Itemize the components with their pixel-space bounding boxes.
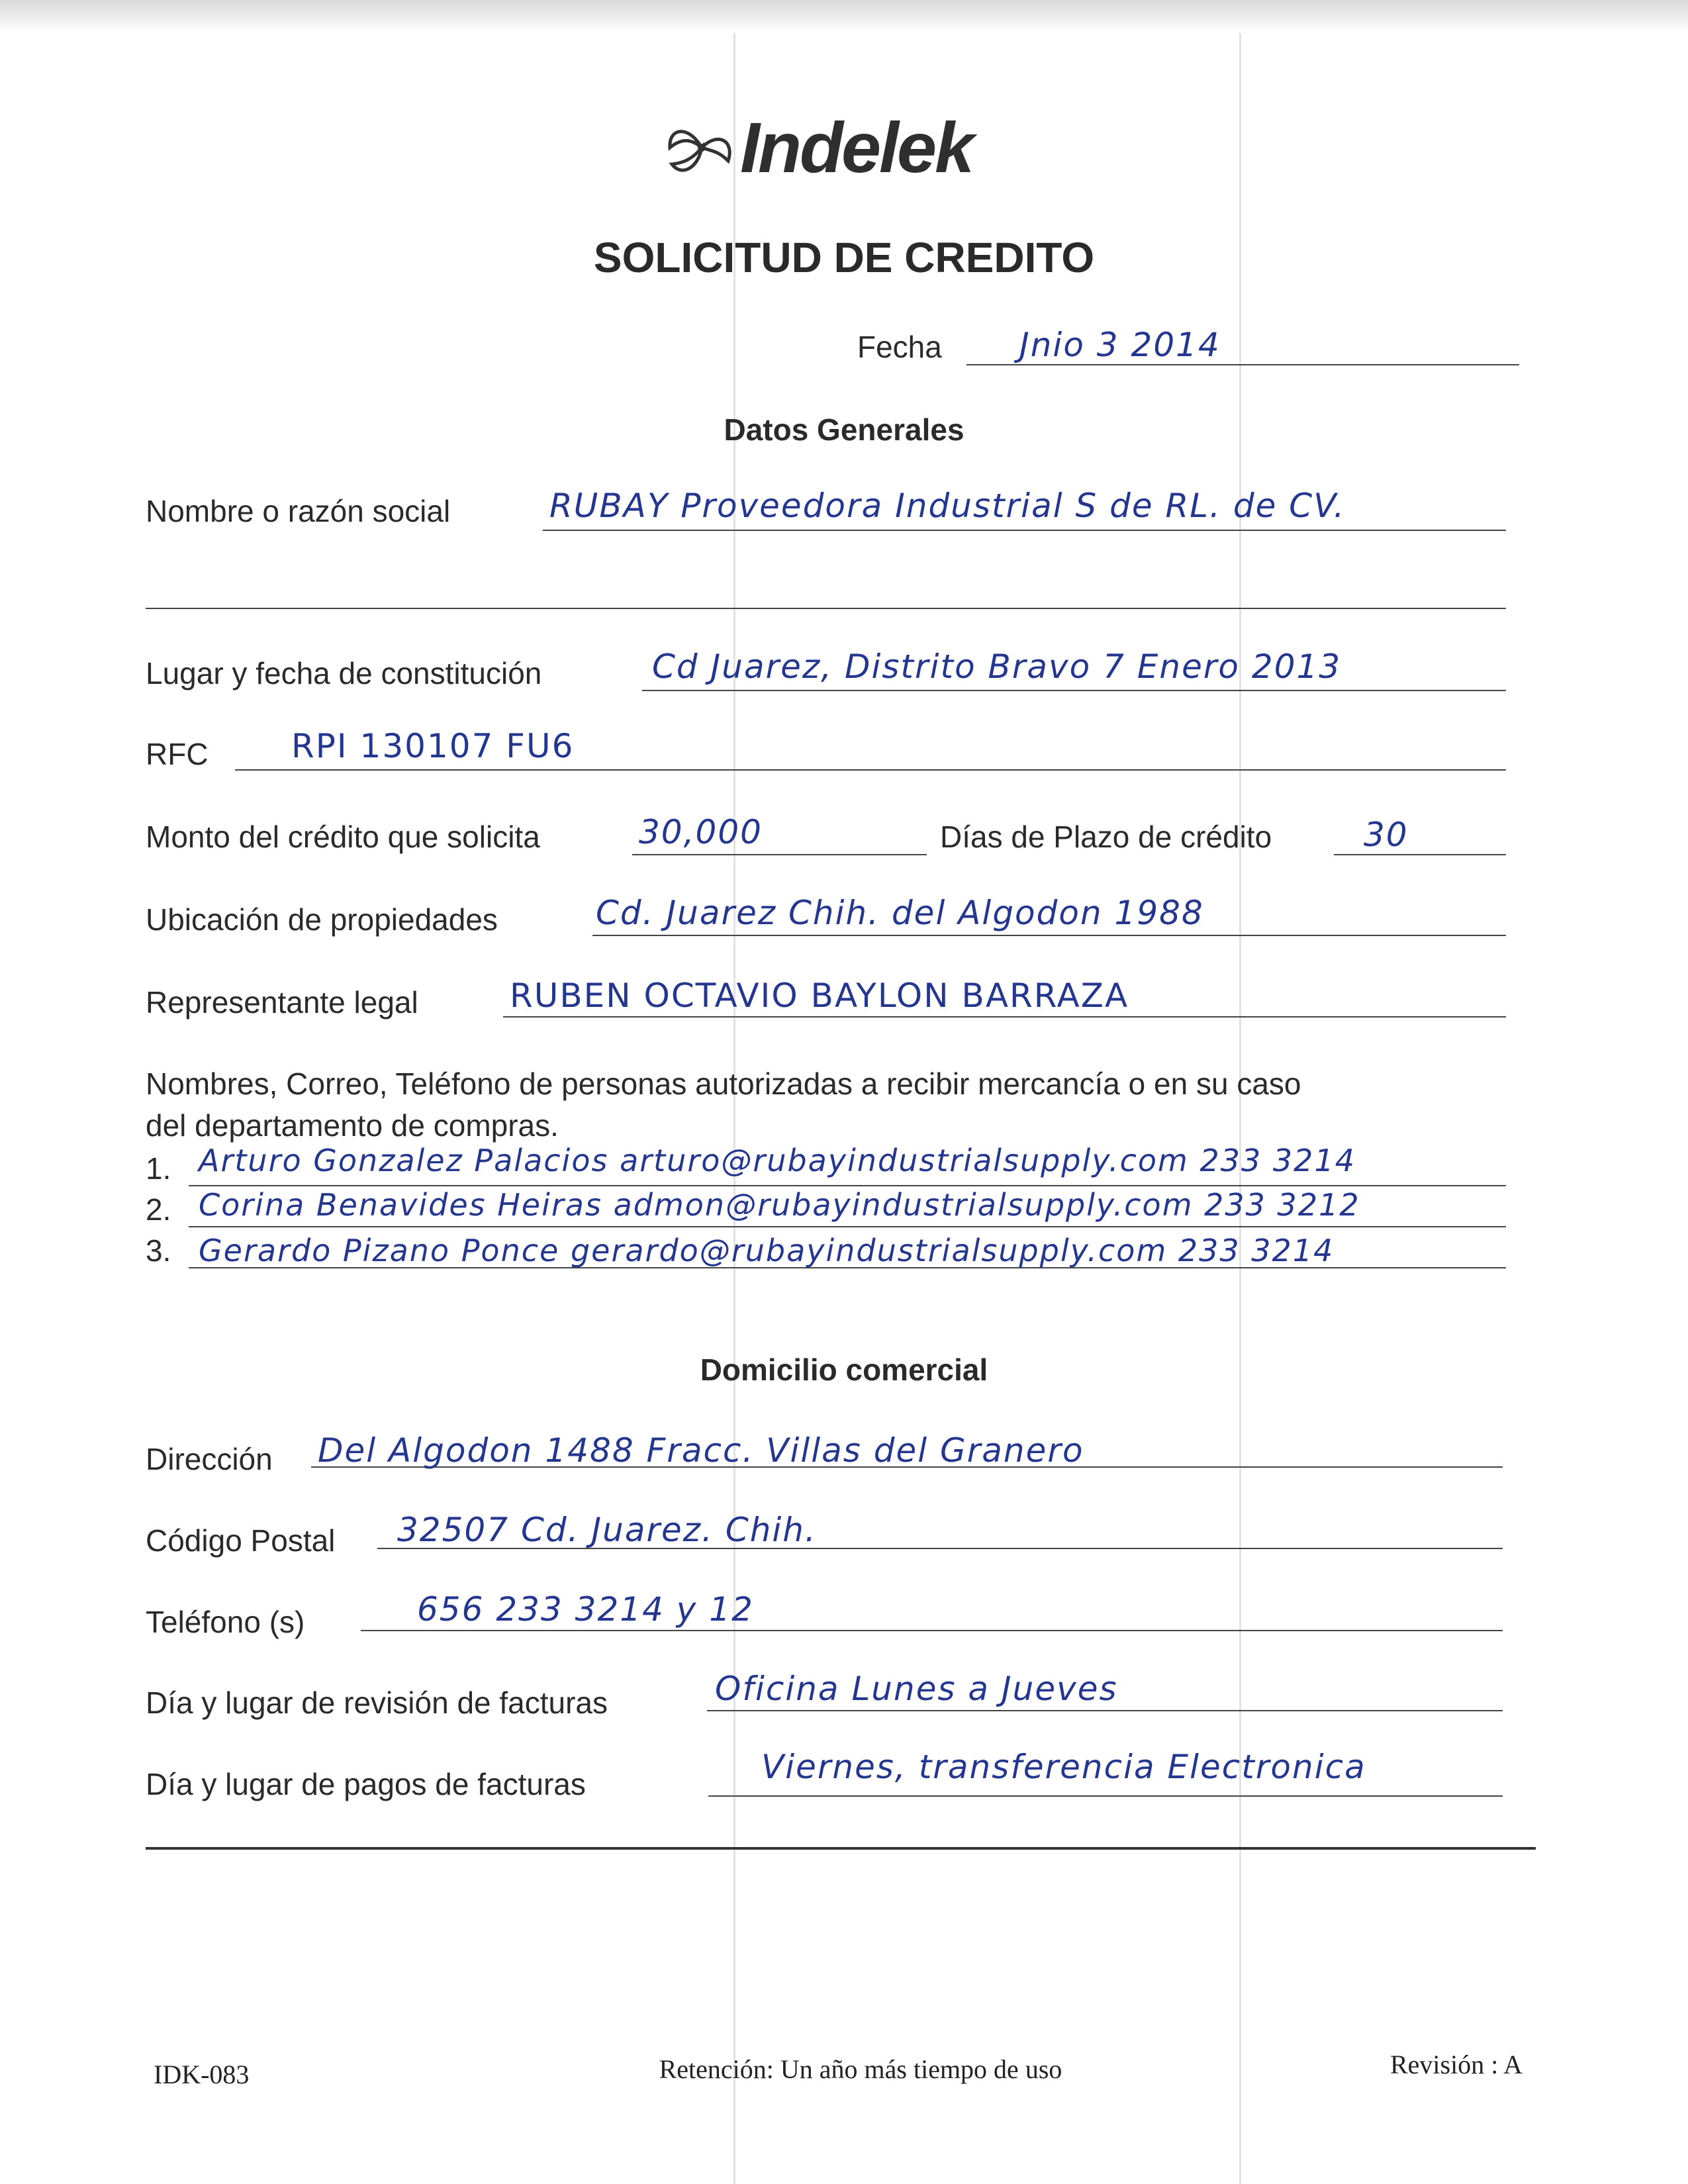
representante-underline [503, 1016, 1506, 1018]
lugar-label: Lugar y fecha de constitución [146, 656, 542, 690]
ubicacion-field[interactable]: Cd. Juarez Chih. del Algodon 1988 [596, 894, 1204, 932]
direccion-label: Dirección [146, 1442, 273, 1476]
cp-field[interactable]: 32507 Cd. Juarez. Chih. [397, 1511, 817, 1549]
pagos-underline-2 [146, 1847, 1536, 1850]
brand-name: Indelek [740, 107, 973, 187]
autorizado-2-field[interactable]: Corina Benavides Heiras admon@rubayindustrialsupply.com 233 3212 [199, 1187, 1360, 1223]
autorizados-label-line2: del departamento de compras. [146, 1108, 559, 1143]
autorizado-1-field[interactable]: Arturo Gonzalez Palacios arturo@rubayindustrialsupply.com 233 3214 [199, 1143, 1356, 1178]
monto-field[interactable]: 30,000 [639, 813, 763, 851]
lugar-field[interactable]: Cd Juarez, Distrito Bravo 7 Enero 2013 [652, 647, 1342, 686]
telefono-label: Teléfono (s) [146, 1605, 305, 1639]
dias-field[interactable]: 30 [1364, 816, 1409, 854]
revision-code: Revisión : A [1390, 2050, 1523, 2079]
datos-generales-heading: Datos Generales [724, 412, 964, 447]
telefono-field[interactable]: 656 233 3214 y 12 [417, 1590, 754, 1629]
autorizado-2-underline [189, 1226, 1506, 1227]
indelek-logo [662, 106, 1019, 199]
date-field[interactable]: Jnio 3 2014 [1019, 326, 1221, 364]
representante-label: Representante legal [146, 985, 418, 1020]
rfc-underline [235, 769, 1506, 771]
revision-underline [707, 1710, 1503, 1711]
direccion-field[interactable]: Del Algodon 1488 Fracc. Villas del Granero [318, 1431, 1084, 1470]
autorizado-3-field[interactable]: Gerardo Pizano Ponce gerardo@rubayindustrialsupply.com 233 3214 [199, 1233, 1335, 1268]
rfc-field[interactable]: RPI 130107 FU6 [291, 727, 575, 765]
scan-top-shadow [0, 0, 1688, 33]
pagos-underline [708, 1795, 1503, 1797]
dias-underline [1334, 854, 1506, 855]
ubicacion-underline [592, 935, 1506, 936]
autorizado-1-underline [189, 1185, 1506, 1186]
autorizado-3-number: 3. [146, 1233, 171, 1268]
monto-underline [632, 854, 927, 855]
nombre-label: Nombre o razón social [146, 494, 451, 528]
nombre-field[interactable]: RUBAY Proveedora Industrial S de RL. de CV. [549, 487, 1346, 525]
revision-field[interactable]: Oficina Lunes a Jueves [715, 1670, 1118, 1708]
autorizados-label-line1: Nombres, Correo, Teléfono de personas autorizadas a recibir mercancía o en su caso [146, 1067, 1301, 1101]
autorizado-1-number: 1. [146, 1151, 171, 1186]
fan-icon [662, 111, 741, 184]
domicilio-heading: Domicilio comercial [700, 1353, 988, 1387]
rfc-label: RFC [146, 737, 209, 771]
date-underline [966, 364, 1519, 365]
ubicacion-label: Ubicación de propiedades [146, 902, 498, 937]
cp-label: Código Postal [146, 1523, 336, 1558]
retention-note: Retención: Un año más tiempo de uso [659, 2054, 1062, 2084]
date-label: Fecha [857, 330, 942, 364]
pagos-field[interactable]: Viernes, transferencia Electronica [761, 1748, 1366, 1786]
representante-field[interactable]: RUBEN OCTAVIO BAYLON BARRAZA [510, 976, 1129, 1015]
revision-label: Día y lugar de revisión de facturas [146, 1685, 608, 1720]
pagos-label: Día y lugar de pagos de facturas [146, 1767, 586, 1801]
nombre-underline-2 [146, 608, 1506, 609]
doc-code: IDK-083 [154, 2060, 250, 2089]
monto-label: Monto del crédito que solicita [146, 820, 540, 854]
telefono-underline [361, 1630, 1503, 1631]
nombre-underline [543, 530, 1506, 531]
autorizado-2-number: 2. [146, 1192, 171, 1227]
dias-label: Días de Plazo de crédito [940, 820, 1272, 854]
lugar-underline [642, 690, 1506, 691]
form-title: SOLICITUD DE CREDITO [593, 234, 1095, 281]
